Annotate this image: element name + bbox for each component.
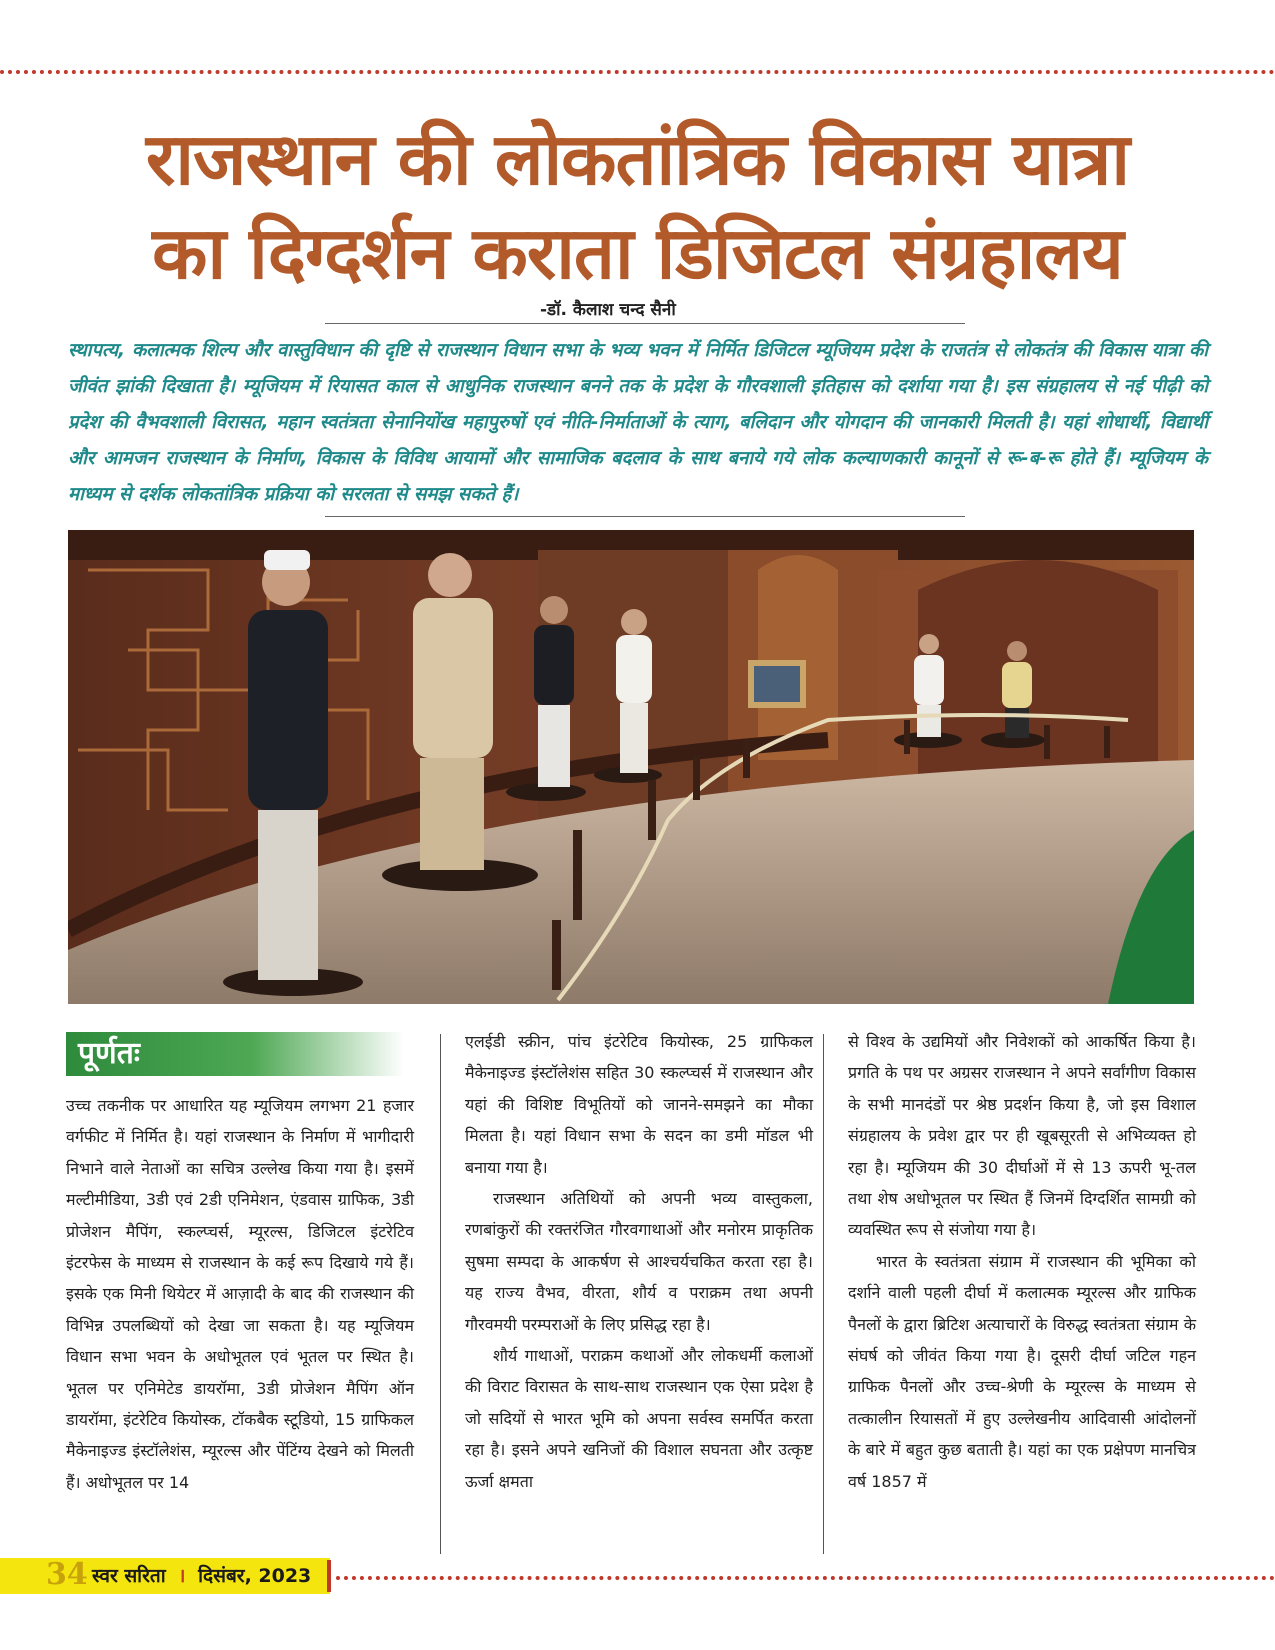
footer-separator: । xyxy=(178,1565,186,1587)
column-2-paragraph-1: एलईडी स्क्रीन, पांच इंटरेटिव कियोस्क, 25 ग्राफिकल मैकेनाइज्ड इंस्टॉलेशंस सहित 30 स्कल्प्चर्स में राजस्थान और यहां की विशिष्ट विभूतियों को जानने-समझने का मौका मिलता है। यहां विधान सभा के सदन का डमी मॉडल भी बनाया गया है। xyxy=(465,1032,813,1177)
article-column-2 xyxy=(465,1026,813,1497)
author-byline: -डॉ. कैलाश चन्द सैनी xyxy=(540,300,676,320)
magazine-name: स्वर सरिता xyxy=(92,1565,166,1587)
byline-divider xyxy=(325,323,965,324)
intro-paragraph: स्थापत्य, कलात्मक शिल्प और वास्तुविधान की दृष्टि से राजस्थान विधान सभा के भव्य भवन में निर्मित डिजिटल म्यूजियम प्रदेश के राजतंत्र से लोकतंत्र की विकास यात्रा की जीवंत झांकी दिखाता है। म्यूजियम में रियासत काल से आधुनिक राजस्थान बनने तक के प्रदेश के गौरवशाली इतिहास को दर्शाया गया है। इस संग्रहालय से नई पीढ़ी को प्रदेश की वैभवशाली विरासत, महान स्वतंत्रता सेनानियोंख महापुरुषों एवं नीति-निर्माताओं के त्याग, बलिदान और योगदान की जानकारी मिलती है। यहां शोधार्थी, विद्यार्थी और आमजन राजस्थान के निर्माण, विकास के विविध आयामों और सामाजिक बदलाव के साथ बनाये गये लोक कल्याणकारी कानूनों से रू-ब-रू होते हैं। म्यूजियम के माध्यम से दर्शक लोकतांत्रिक प्रक्रिया को सरलता से समझ सकते हैं। xyxy=(68,340,1208,505)
bottom-dotted-rule xyxy=(336,1576,1275,1580)
column-3-paragraph-1: से विश्व के उद्यमियों और निवेशकों को आकर्षित किया है। प्रगति के पथ पर अग्रसर राजस्थान ने अपने सर्वांगीण विकास के सभी मानदंडों पर श्रेष्ठ प्रदर्शन किया है, जो इस विशाल संग्रहालय के प्रवेश द्वार पर ही खूबसूरती से अभिव्यक्त हो रहा है। म्यूजियम की 30 दीर्घाओं में से 13 ऊपरी भू-तल तथा शेष अधोभूतल पर स्थित हैं जिनमें दिग्दर्शित सामग्री को व्यवस्थित रूप से संजोया गया है। xyxy=(848,1032,1196,1240)
page-number: 34 xyxy=(46,1557,88,1592)
column-2-paragraph-2: राजस्थान अतिथियों को अपनी भव्य वास्तुकला, रणबांकुरों की रक्तरंजित गौरवगाथाओं और मनोरम प्राकृतिक सुषमा सम्पदा के आकर्षण से आश्चर्यचकित करता रहा है। यह राज्य वैभव, वीरता, शौर्य व पराक्रम तथा अपनी गौरवमयी परम्पराओं के लिए प्रसिद्ध रहा है। xyxy=(465,1189,813,1334)
museum-photo xyxy=(68,530,1194,1004)
intro-divider xyxy=(325,516,965,517)
column-divider-2 xyxy=(823,1034,824,1554)
article-headline xyxy=(40,112,1235,300)
headline-line-1: राजस्थान की लोकतांत्रिक विकास यात्रा xyxy=(145,117,1130,201)
section-heading-purnatah xyxy=(66,1032,404,1076)
museum-photo-illustration xyxy=(68,530,1194,1004)
issue-date: दिसंबर, 2023 xyxy=(198,1565,312,1587)
headline-line-2: का दिग्दर्शन कराता डिजिटल संग्रहालय xyxy=(152,211,1123,295)
top-dotted-rule xyxy=(0,70,1275,74)
footer-masthead xyxy=(92,1562,311,1590)
column-3-paragraph-2: भारत के स्वतंत्रता संग्राम में राजस्थान की भूमिका को दर्शाने वाली पहली दीर्घा में कलात्मक म्यूरल्स और ग्राफिक पैनलों के द्वारा ब्रिटिश अत्याचारों के विरुद्ध स्वतंत्रता संग्राम के संघर्ष को जीवंत किया गया है। दूसरी दीर्घा जटिल गहन ग्राफिक पैनलों और उच्च-श्रेणी के म्यूरल्स के माध्यम से तत्कालीन रियासतों में हुए उल्लेखनीय आदिवासी आंदोलनों के बारे में बहुत कुछ बताती है। यहां का एक प्रक्षेपण मानचित्र वर्ष 1857 में xyxy=(848,1251,1196,1491)
footer-red-divider xyxy=(327,1560,331,1592)
article-column-3 xyxy=(848,1026,1196,1497)
column-divider-1 xyxy=(440,1034,441,1554)
column-1-paragraph-1: उच्च तकनीक पर आधारित यह म्यूजियम लगभग 21 हजार वर्गफीट में निर्मित है। यहां राजस्थान के निर्माण में भागीदारी निभाने वाले नेताओं का सचित्र उल्लेख किया गया है। इसमें मल्टीमीडिया, 3डी एवं 2डी एनिमेशन, एंडवास ग्राफिक, 3डी प्रोजेशन मैपिंग, स्कल्प्चर्स, म्यूरल्स, डिजिटल इंटरेटिव इंटरफेस के माध्यम से राजस्थान के कई रूप दिखाये गये हैं। इसके एक मिनी थियेटर में आज़ादी के बाद की राजस्थान की विभिन्न उपलब्धियों को देखा जा सकता है। यह म्यूजियम विधान सभा भवन के अधोभूतल एवं भूतल पर स्थित है। भूतल पर एनिमेटेड डायरॉमा, 3डी प्रोजेशन मैपिंग ऑन डायरॉमा, इंटरेटिव कियोस्क, टॉकबैक स्टूडियो, 15 ग्राफिकल मैकेनाइज्ड इंस्टॉलेशंस, म्यूरल्स और पेंटिंग्य देखने को मिलती हैं। अधोभूतल पर 14 xyxy=(66,1096,414,1492)
column-2-paragraph-3: शौर्य गाथाओं, पराक्रम कथाओं और लोकधर्मी कलाओं की विराट विरासत के साथ-साथ राजस्थान एक ऐसा प्रदेश है जो सदियों से भारत भूमि को अपना सर्वस्व समर्पित करता रहा है। इसने अपने खनिजों की विशाल सघनता और उत्कृष्ट ऊर्जा क्षमता xyxy=(465,1346,813,1491)
article-column-1 xyxy=(66,1090,414,1498)
section-heading-label: पूर्णतः xyxy=(78,1036,140,1071)
